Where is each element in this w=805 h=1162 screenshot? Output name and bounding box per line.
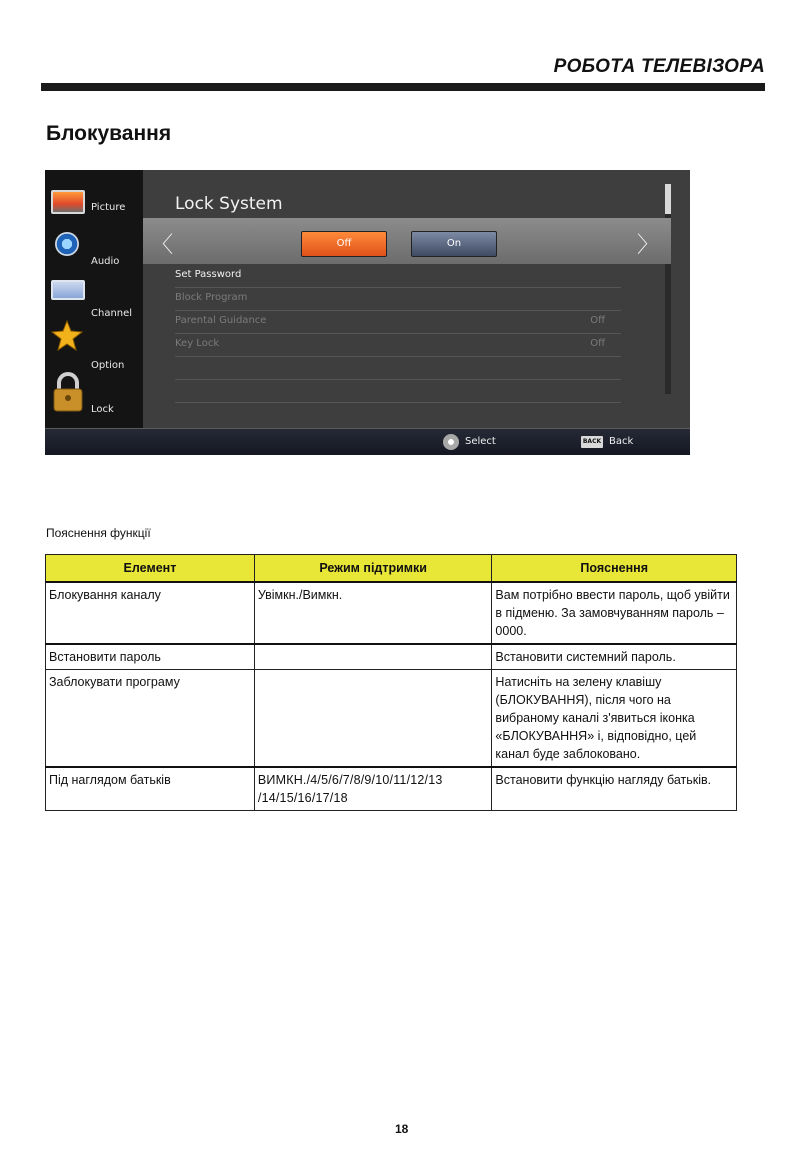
table-cell: Блокування каналу	[46, 582, 255, 644]
menu-label: Channel	[91, 308, 133, 319]
table-cell: Під наглядом батьків	[46, 767, 255, 811]
row-value: Off	[590, 338, 605, 349]
back-key-icon: BACK	[581, 436, 603, 448]
menu-label: Lock	[91, 404, 114, 415]
table-cell: ВИМКН./4/5/6/7/8/9/10/11/12/13 /14/15/16/17/18	[254, 767, 492, 811]
navigation-pad-icon	[443, 434, 459, 450]
tv-sidebar-menu	[45, 170, 143, 428]
table-row	[46, 644, 737, 670]
menu-label: Picture	[91, 202, 126, 213]
on-button[interactable]: On	[411, 231, 497, 257]
row-label: Set Password	[175, 269, 242, 280]
scrollbar-thumb[interactable]	[665, 184, 671, 214]
tv-screenshot	[45, 170, 690, 455]
menu-row-key-lock[interactable]	[175, 333, 621, 357]
scrollbar-track[interactable]	[665, 184, 671, 394]
table-cell: Встановити функцію нагляду батьків.	[492, 767, 737, 811]
table-row	[46, 767, 737, 811]
row-label: Block Program	[175, 292, 248, 303]
menu-item-lock[interactable]	[45, 374, 143, 424]
header-divider	[41, 83, 765, 91]
table-cell	[254, 670, 492, 768]
speaker-icon	[55, 232, 79, 256]
table-cell	[254, 644, 492, 670]
table-cell: Встановити системний пароль.	[492, 644, 737, 670]
row-value: Off	[590, 315, 605, 326]
menu-item-channel[interactable]	[45, 274, 143, 324]
menu-label: Audio	[91, 256, 120, 267]
menu-item-picture[interactable]	[45, 176, 143, 226]
padlock-icon	[51, 372, 85, 412]
back-hint: Back	[609, 436, 634, 447]
menu-label: Option	[91, 360, 125, 371]
table-row	[46, 670, 737, 768]
row-label: Parental Guidance	[175, 315, 267, 326]
menu-row-parental-guidance[interactable]	[175, 310, 621, 334]
row-label: Key Lock	[175, 338, 220, 349]
menu-row-empty	[175, 379, 621, 403]
column-header: Елемент	[46, 555, 255, 583]
lock-option-selector	[143, 218, 671, 264]
column-header: Пояснення	[492, 555, 737, 583]
table-cell: Увімкн./Вимкн.	[254, 582, 492, 644]
picture-icon	[51, 190, 85, 214]
function-table	[45, 554, 737, 811]
table-row	[46, 582, 737, 644]
table-header-row	[46, 555, 737, 583]
table-cell: Вам потрібно ввести пароль, щоб увійти в підменю. За замовчуванням пароль – 0000.	[492, 582, 737, 644]
tv-footer-bar	[45, 428, 690, 455]
menu-row-empty	[175, 356, 621, 380]
lock-system-title: Lock System	[175, 194, 283, 214]
page-header-title: РОБОТА ТЕЛЕВІЗОРА	[553, 56, 765, 77]
table-cell: Натисніть на зелену клавішу (БЛОКУВАННЯ), після чого на вибраному каналі з'явиться іконка «БЛОКУВАННЯ» і, відповідно, цей канал буде заблоковано.	[492, 670, 737, 768]
star-icon	[51, 320, 83, 352]
chevron-right-icon[interactable]: 〉	[636, 233, 659, 258]
table-cell: Заблокувати програму	[46, 670, 255, 768]
select-hint: Select	[465, 436, 496, 447]
page-number: 18	[395, 1122, 409, 1136]
menu-row-set-password[interactable]	[175, 264, 621, 288]
satellite-icon	[51, 280, 85, 300]
menu-item-option[interactable]	[45, 318, 143, 371]
menu-row-block-program[interactable]	[175, 287, 621, 311]
column-header: Режим підтримки	[254, 555, 492, 583]
off-button[interactable]: Off	[301, 231, 387, 257]
table-cell: Встановити пароль	[46, 644, 255, 670]
section-title: Блокування	[46, 122, 172, 145]
function-caption: Пояснення функції	[46, 526, 151, 540]
chevron-left-icon[interactable]: 〈	[151, 233, 174, 258]
menu-item-audio[interactable]	[45, 226, 143, 276]
